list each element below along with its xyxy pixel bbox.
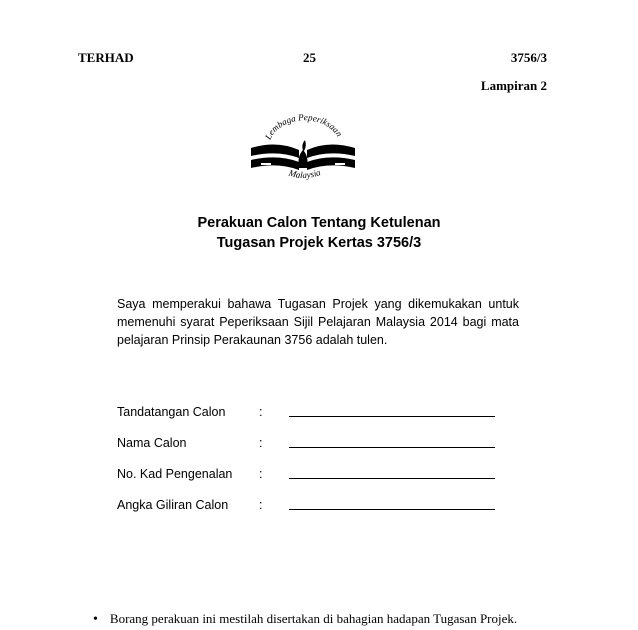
logo-bottom-text: Malaysia — [287, 167, 322, 181]
bullet-icon: • — [93, 612, 98, 627]
appendix-label: Lampiran 2 — [480, 78, 547, 93]
page-number: 25 — [303, 50, 316, 65]
form-title-line-2: Tugasan Projek Kertas 3756/3 — [216, 235, 422, 251]
footnote-text: Borang perakuan ini mestilah disertakan di bahagian hadapan Tugasan Projek. — [109, 611, 518, 626]
field-colon: : — [259, 405, 263, 419]
form-title-line-1: Perakuan Calon Tentang Ketulenan — [197, 215, 441, 231]
field-label: Tandatangan Calon — [117, 405, 226, 419]
ic-number-blank-line[interactable] — [289, 478, 495, 479]
field-label: Angka Giliran Calon — [117, 498, 229, 512]
declaration-statement: Saya memperakui bahawa Tugasan Projek yang dikemukakan untuk memenuhi syarat Peperiksaan Sijil Pelajaran Malaysia 2014 bagi mata pelajaran Prinsip Perakaunan 3756 adalah tulen. — [117, 297, 519, 347]
field-label: Nama Calon — [117, 436, 187, 450]
logo-top-text: Lembaga Peperiksaan — [262, 112, 345, 142]
header-classification: TERHAD — [78, 50, 134, 65]
field-colon: : — [259, 436, 263, 450]
lembaga-peperiksaan-logo-icon — [247, 110, 359, 188]
field-colon: : — [259, 467, 263, 481]
footnote — [93, 611, 517, 628]
paper-code: 3756/3 — [510, 50, 547, 65]
index-number-blank-line[interactable] — [289, 509, 495, 510]
svg-text:Malaysia — [287, 167, 322, 180]
field-colon: : — [259, 498, 263, 512]
svg-text:Lembaga Peperiksaan — [262, 112, 344, 142]
field-label: No. Kad Pengenalan — [117, 467, 233, 481]
signature-blank-line[interactable] — [289, 416, 495, 417]
name-blank-line[interactable] — [289, 447, 495, 448]
